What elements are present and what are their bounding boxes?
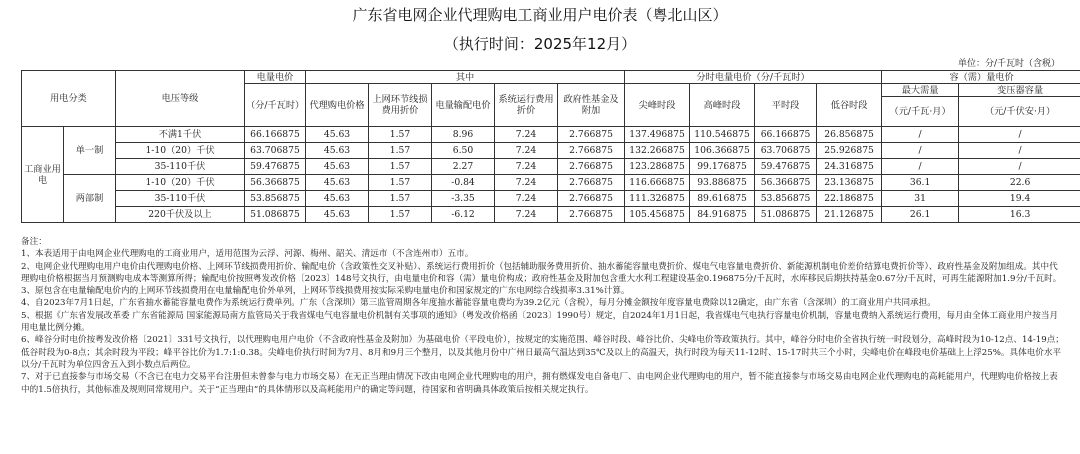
cell-loss: 1.57 [369,175,432,191]
cell-fund: 2.766875 [558,159,625,175]
unit-note: 单位：分/千瓦时（含税） [957,59,1060,69]
cell-sysop: 7.24 [495,127,558,143]
cell-capacity: / [959,159,1080,175]
note-item: 4、自2023年7月1日起，广东省抽水蓄能容量电费作为系统运行费单列。广东（含深圳）第三监管周期各年度抽水蓄能容量电费均为39.2亿元（含税），每月分摊金额按年度容量电费除以12确定，由广东省（含深圳）的工商业用户共同承担。 [21,298,936,309]
cell-high: 99.176875 [690,159,755,175]
note-item: 6、峰谷分时电价按粤发改价格〔2021〕331号文执行，以代理购电用户电价（不含政府性基金及附加）为基础电价（平段电价），按规定的实施范围、峰谷时段、峰谷比价、尖峰电价等政策执行。其中，峰谷分时电价全省执行统一时段划分，高峰时段为10-12点、14-19点；低谷时段为0-8点；其余时段为平段；峰平谷比价为1.7:1:0.38。尖峰电价执行时间为7月、8月和9月三个整月，以及其他月份中广州日最高气温达到35℃及以上的高温天，执行时段为每天11-12时、15-17时共三个小时，尖峰电价在峰段电价基础上上浮25%。具体电价水平以分/千瓦时为单位四舍五入到小数点后两位。 [21,335,1064,370]
header-low: 低谷时段 [817,84,882,127]
header-fund: 政府性基金及附加 [558,84,625,127]
cell-sysop: 7.24 [495,143,558,159]
cell-peak: 111.326875 [625,191,690,207]
page-title: 广东省电网企业代理购电工商业用户电价表（粤北山区） [352,6,728,24]
cell-fund: 2.766875 [558,143,625,159]
header-category: 用电分类 [22,71,116,127]
cell-peak: 123.286875 [625,159,690,175]
cell-capacity: / [959,143,1080,159]
cell-fund: 2.766875 [558,191,625,207]
cell-voltage: 220千伏及以上 [116,207,245,223]
cell-low: 22.186875 [817,191,882,207]
cell-trans: 8.96 [432,127,495,143]
cell-trans: -3.35 [432,191,495,207]
cell-price: 59.476875 [245,159,306,175]
cell-agent: 45.63 [306,207,369,223]
cell-capacity: 22.6 [959,175,1080,191]
cell-agent: 45.63 [306,143,369,159]
cell-price: 63.706875 [245,143,306,159]
cell-trans: -0.84 [432,175,495,191]
cell-demand: / [882,159,959,175]
cell-low: 24.316875 [817,159,882,175]
cell-agent: 45.63 [306,191,369,207]
cell-demand: / [882,143,959,159]
header-price: 电量电价 [245,71,306,84]
cell-voltage: 1-10（20）千伏 [116,143,245,159]
cell-low: 21.126875 [817,207,882,223]
cell-price: 56.366875 [245,175,306,191]
note-item: 7、对于已直接参与市场交易（不含已在电力交易平台注册但未曾参与电力市场交易）在无正当理由情况下改由电网企业代理购电的用户，拥有燃煤发电自备电厂、由电网企业代理购电的用户，暂不能直接参与市场交易由电网企业代理购电的高耗能用户，代理购电价格按上表中的1.5倍执行，其他标准及规则同常规用户。关于“正当理由”的具体情形以及高耗能用户的确定等问题，待国家和省明确具体政策后按相关规定执行。 [21,372,1058,395]
cell-high: 89.616875 [690,191,755,207]
cell-peak: 137.496875 [625,127,690,143]
price-table [21,70,1080,223]
cell-high: 84.916875 [690,207,755,223]
header-sysop: 系统运行费用折价 [495,84,558,127]
table-row [22,159,1080,175]
cell-voltage: 不满1千伏 [116,127,245,143]
header-peak: 尖峰时段 [625,84,690,127]
group-single: 单一制 [64,127,116,175]
cell-loss: 1.57 [369,191,432,207]
cell-high: 110.546875 [690,127,755,143]
cell-price: 51.086875 [245,207,306,223]
cell-low: 26.856875 [817,127,882,143]
header-agent: 代理购电价格 [306,84,369,127]
table-row [22,175,1080,191]
cell-agent: 45.63 [306,159,369,175]
cell-peak: 116.666875 [625,175,690,191]
cell-peak: 132.266875 [625,143,690,159]
cell-fund: 2.766875 [558,127,625,143]
cell-fund: 2.766875 [558,175,625,191]
cell-demand: 26.1 [882,207,959,223]
category-label: 工商业用电 [22,127,64,223]
cell-flat: 63.706875 [755,143,817,159]
cell-flat: 53.856875 [755,191,817,207]
cell-flat: 51.086875 [755,207,817,223]
header-trans: 电量输配电价 [432,84,495,127]
cell-trans: -6.12 [432,207,495,223]
note-item: 3、原包含在电量输配电价内的上网环节线损费用在电量输配电价外单列，上网环节线损费用按实际采购电量电价和国家规定的广东电网综合线损率3.31%计算。 [21,286,630,297]
cell-high: 93.886875 [690,175,755,191]
cell-price: 53.856875 [245,191,306,207]
header-maxdemand: 最大需量 [882,84,959,97]
notes-section [21,236,1066,396]
header-high: 高峰时段 [690,84,755,127]
cell-low: 23.136875 [817,175,882,191]
notes-label: 备注： [21,237,47,247]
cell-capacity: / [959,127,1080,143]
header-loss: 上网环节线损费用折价 [369,84,432,127]
header-transformer-unit: （元/千伏安·月） [959,97,1080,127]
note-item: 5、根据《广东省发展改革委 广东省能源局 国家能源局南方监管局关于我省煤电气电容量电价机制有关事项的通知》（粤发改价格函〔2023〕1990号）规定，自2024年1月1日起，我省煤电气电执行容量电价机制，容量电费纳入系统运行费用，每月由全体工商业用户按当月用电量比例分摊。 [21,310,1059,334]
cell-fund: 2.766875 [558,207,625,223]
cell-agent: 45.63 [306,175,369,191]
header-tou: 分时电量电价（分/千瓦时） [625,71,882,84]
header-maxdemand-unit: （元/千瓦·月） [882,97,959,127]
cell-sysop: 7.24 [495,159,558,175]
cell-high: 106.366875 [690,143,755,159]
cell-flat: 56.366875 [755,175,817,191]
table-row [22,207,1080,223]
cell-voltage: 35-110千伏 [116,191,245,207]
cell-sysop: 7.24 [495,175,558,191]
cell-sysop: 7.24 [495,191,558,207]
cell-price: 66.166875 [245,127,306,143]
cell-sysop: 7.24 [495,207,558,223]
cell-demand: 31 [882,191,959,207]
cell-flat: 59.476875 [755,159,817,175]
cell-voltage: 1-10（20）千伏 [116,175,245,191]
table-row [22,127,1080,143]
cell-demand: 36.1 [882,175,959,191]
note-item: 1、本表适用于由电网企业代理购电的工商业用户，适用范围为云浮、河源、梅州、韶关、清远市（不含连州市）五市。 [21,249,474,260]
cell-trans: 6.50 [432,143,495,159]
header-voltage: 电压等级 [116,71,245,127]
header-transformer: 变压器容量 [959,84,1080,97]
table-row [22,191,1080,207]
note-item: 2、电网企业代理购电用户电价由代理购电价格、上网环节线损费用折价、输配电价（含政策性交叉补贴）、系统运行费用折价（包括辅助服务费用折价、抽水蓄能容量电费折价、煤电气电容量电费折价、新能源机制电价差价结算电费折价等）、政府性基金及附加组成。其中代理购电价格根据当月预测购电成本等测算所得；输配电价按照粤发改价格〔2023〕148号文执行，由电量电价和容（需）量电价构成；政府性基金及附加包含重大水利工程建设基金0.196875分/千瓦时，水库移民后期扶持基金0.67分/千瓦时，可再生能源附加1.9分/千瓦时。 [21,261,1062,284]
header-capacity-group: 容（需）量电价 [882,71,1080,84]
header-flat: 平时段 [755,84,817,127]
table-row [22,143,1080,159]
cell-loss: 1.57 [369,143,432,159]
cell-low: 25.926875 [817,143,882,159]
cell-loss: 1.57 [369,207,432,223]
cell-peak: 105.456875 [625,207,690,223]
cell-demand: / [882,127,959,143]
cell-agent: 45.63 [306,127,369,143]
cell-voltage: 35-110千伏 [116,159,245,175]
cell-capacity: 19.4 [959,191,1080,207]
cell-flat: 66.166875 [755,127,817,143]
cell-loss: 1.57 [369,159,432,175]
header-price-unit: （分/千瓦时） [245,84,306,127]
group-double: 两部制 [64,175,116,223]
cell-loss: 1.57 [369,127,432,143]
cell-capacity: 16.3 [959,207,1080,223]
page-subtitle: （执行时间：2025年12月） [443,35,637,53]
cell-trans: 2.27 [432,159,495,175]
header-among: 其中 [306,71,625,84]
